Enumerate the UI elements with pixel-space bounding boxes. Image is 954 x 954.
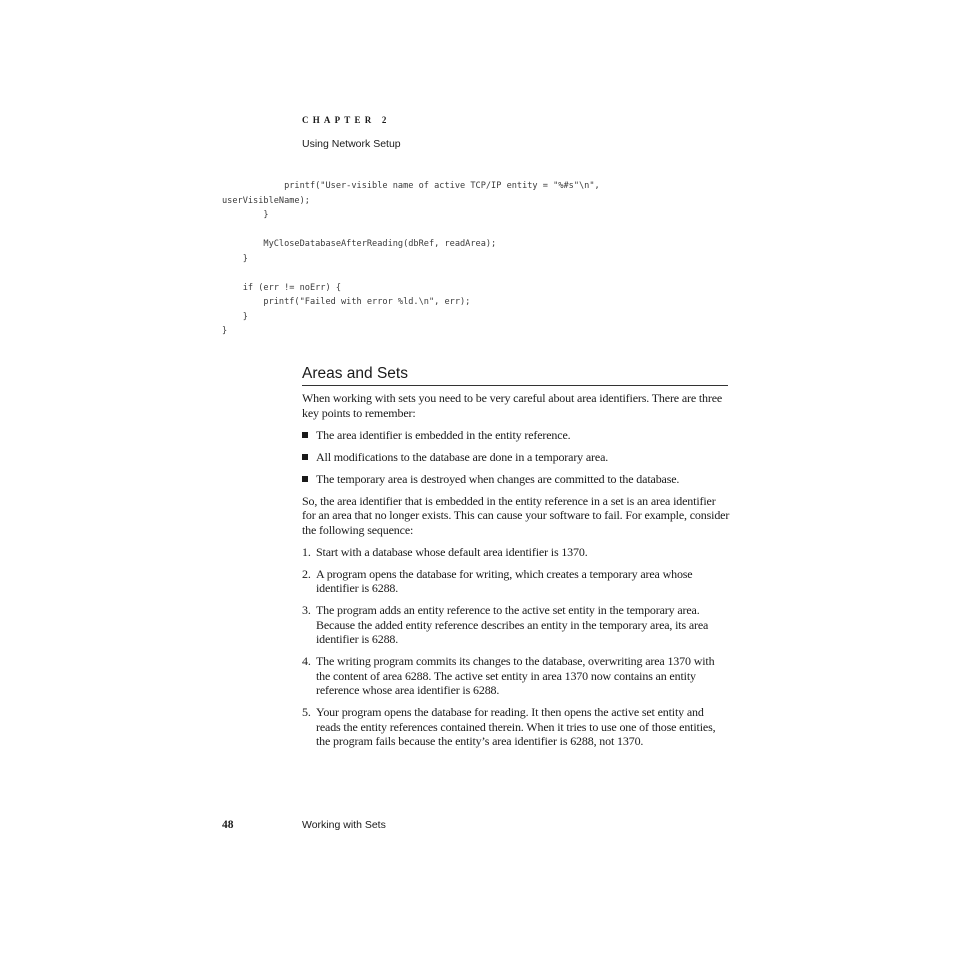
- list-item: All modifications to the database are done in a temporary area.: [302, 450, 730, 465]
- code-line: }: [222, 311, 248, 322]
- code-line: if (err != noErr) {: [222, 282, 341, 293]
- list-item: 5. Your program opens the database for reading. It then opens the active set entity and reads the entity references contained therein. When it tries to use one of those entities, the program fails because the entity’s area identifier is 6288, not 1370.: [302, 705, 716, 748]
- code-listing: [222, 179, 600, 339]
- intro-paragraph: When working with sets you need to be very careful about area identifiers. There are three key points to remember:: [302, 391, 723, 420]
- code-line: }: [222, 210, 269, 220]
- numbered-list: [302, 545, 730, 749]
- chapter-label: CHAPTER 2: [302, 115, 391, 125]
- page-number: 48: [222, 819, 234, 831]
- body-paragraph: So, the area identifier that is embedded in the entity reference in a set is an area identifier for an area that no longer exists. This can cause your software to fail. For example, consider the following sequence:: [302, 493, 730, 537]
- list-item: 3. The program adds an entity reference to the active set entity in the temporary area. Because the added entity reference describes an entity in the temporary area, its area identifier is 6288.: [302, 603, 709, 646]
- section-title: Areas and Sets: [302, 364, 728, 386]
- bullet-icon: [302, 454, 308, 460]
- list-item: The temporary area is destroyed when changes are committed to the database.: [302, 472, 730, 487]
- code-line: printf("User-visible name of active TCP/IP entity = "%#s"\n",: [222, 181, 600, 191]
- code-line: }: [222, 326, 228, 336]
- code-line: }: [222, 253, 248, 264]
- code-line: printf("Failed with error %ld.\n", err);: [222, 297, 471, 307]
- list-item: 4. The writing program commits its changes to the database, overwriting area 1370 with the content of area 6288. The active set entity in area 1370 now contains an entity reference whose area identifier is 6288.: [302, 654, 715, 697]
- code-line: MyCloseDatabaseAfterReading(dbRef, readArea);: [222, 239, 497, 249]
- bullet-icon: [302, 432, 308, 438]
- list-item: 1. Start with a database whose default area identifier is 1370.: [302, 544, 588, 559]
- section-body: [302, 391, 730, 756]
- footer-title: Working with Sets: [302, 819, 386, 831]
- running-head: Using Network Setup: [302, 138, 401, 150]
- list-item: The area identifier is embedded in the entity reference.: [302, 428, 730, 443]
- bullet-list: [302, 428, 730, 487]
- code-line: userVisibleName);: [222, 195, 310, 206]
- bullet-icon: [302, 476, 308, 482]
- list-item: 2. A program opens the database for writing, which creates a temporary area whose identifier is 6288.: [302, 566, 693, 595]
